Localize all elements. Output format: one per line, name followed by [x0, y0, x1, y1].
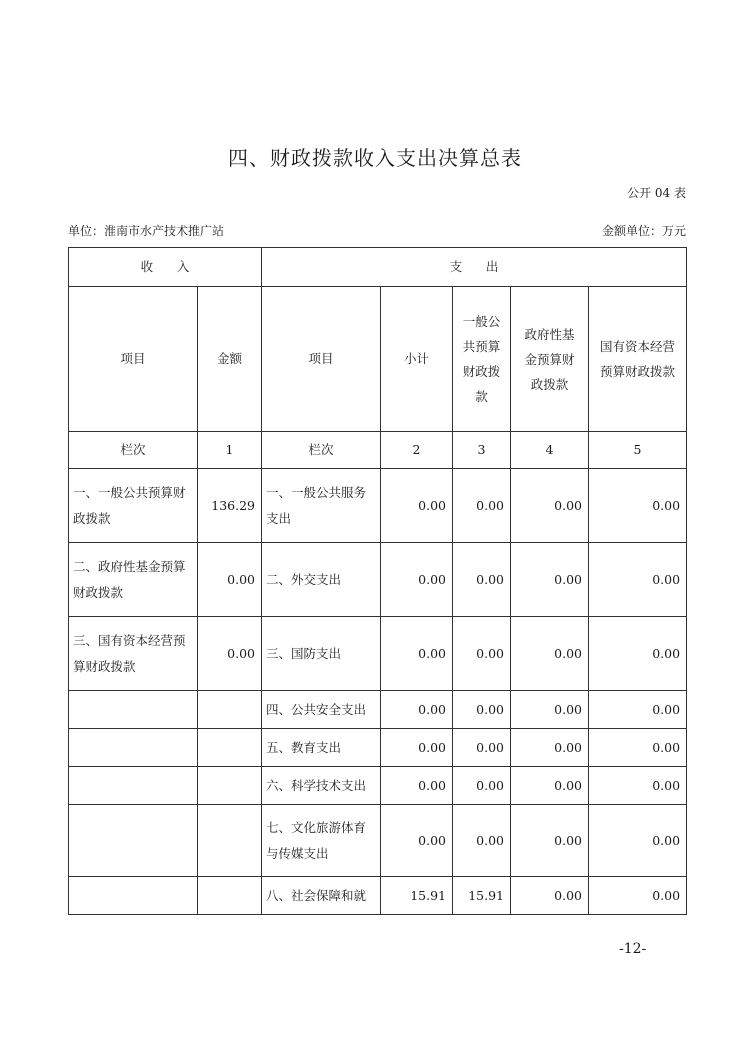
income-item [69, 805, 198, 877]
header-row-main [69, 287, 687, 432]
gov-fund-header: 政府性基金预算财政拨款 [511, 287, 589, 432]
income-item [69, 691, 198, 729]
expense-item: 八、社会保障和就 [262, 877, 381, 915]
form-number: 公开 04 表 [627, 186, 686, 200]
subtotal-value: 0.00 [381, 805, 453, 877]
table-row [69, 729, 687, 767]
capital-value: 0.00 [589, 877, 687, 915]
fund-value: 0.00 [511, 543, 589, 617]
income-amount [198, 691, 262, 729]
fund-value: 0.00 [511, 767, 589, 805]
page-number: -12- [619, 941, 647, 957]
subtotal-value: 0.00 [381, 729, 453, 767]
subtotal-header: 小计 [381, 287, 453, 432]
general-value: 0.00 [453, 805, 511, 877]
expense-item: 一、一般公共服务支出 [262, 469, 381, 543]
amount-unit: 金额单位：万元 [601, 224, 686, 238]
general-value: 0.00 [453, 729, 511, 767]
capital-value: 0.00 [589, 729, 687, 767]
capital-value: 0.00 [589, 543, 687, 617]
income-amount [198, 767, 262, 805]
table-row [69, 543, 687, 617]
column-number-row [69, 432, 687, 469]
fund-value: 0.00 [511, 469, 589, 543]
budget-table [68, 247, 687, 915]
col-label: 栏次 [69, 432, 198, 469]
fund-value: 0.00 [511, 617, 589, 691]
subtotal-value: 0.00 [381, 691, 453, 729]
income-item [69, 729, 198, 767]
income-item [69, 877, 198, 915]
table-row [69, 617, 687, 691]
income-amount-header: 金额 [198, 287, 262, 432]
fund-value: 0.00 [511, 691, 589, 729]
capital-value: 0.00 [589, 805, 687, 877]
col-1: 1 [198, 432, 262, 469]
col-2: 2 [381, 432, 453, 469]
income-item [69, 767, 198, 805]
capital-value: 0.00 [589, 691, 687, 729]
expense-item: 三、国防支出 [262, 617, 381, 691]
header-row-top [69, 248, 687, 287]
expense-item: 七、文化旅游体育与传媒支出 [262, 805, 381, 877]
expense-item: 五、教育支出 [262, 729, 381, 767]
expense-item-header: 项目 [262, 287, 381, 432]
capital-value: 0.00 [589, 469, 687, 543]
col-4: 4 [511, 432, 589, 469]
income-amount [198, 729, 262, 767]
general-value: 0.00 [453, 469, 511, 543]
income-amount [198, 877, 262, 915]
expense-header: 支 出 [262, 248, 687, 287]
subtotal-value: 0.00 [381, 543, 453, 617]
general-value: 15.91 [453, 877, 511, 915]
reporting-unit: 单位：淮南市水产技术推广站 [68, 224, 225, 238]
income-item-header: 项目 [69, 287, 198, 432]
income-item: 一、一般公共预算财政拨款 [69, 469, 198, 543]
col-3: 3 [453, 432, 511, 469]
income-amount: 136.29 [198, 469, 262, 543]
page-title: 四、财政拨款收入支出决算总表 [228, 146, 522, 170]
fund-value: 0.00 [511, 729, 589, 767]
income-amount: 0.00 [198, 617, 262, 691]
general-budget-header: 一般公共预算财政拨款 [453, 287, 511, 432]
general-value: 0.00 [453, 691, 511, 729]
expense-item: 四、公共安全支出 [262, 691, 381, 729]
fund-value: 0.00 [511, 805, 589, 877]
income-amount [198, 805, 262, 877]
fund-value: 0.00 [511, 877, 589, 915]
income-item: 二、政府性基金预算财政拨款 [69, 543, 198, 617]
state-capital-header: 国有资本经营预算财政拨款 [589, 287, 687, 432]
subtotal-value: 0.00 [381, 767, 453, 805]
capital-value: 0.00 [589, 767, 687, 805]
subtotal-value: 15.91 [381, 877, 453, 915]
table-row [69, 877, 687, 915]
general-value: 0.00 [453, 617, 511, 691]
subtotal-value: 0.00 [381, 469, 453, 543]
expense-item: 二、外交支出 [262, 543, 381, 617]
subtotal-value: 0.00 [381, 617, 453, 691]
income-item: 三、国有资本经营预算财政拨款 [69, 617, 198, 691]
expense-item: 六、科学技术支出 [262, 767, 381, 805]
table-row [69, 469, 687, 543]
table-row [69, 767, 687, 805]
table-row [69, 691, 687, 729]
income-header: 收 入 [69, 248, 262, 287]
capital-value: 0.00 [589, 617, 687, 691]
col-5: 5 [589, 432, 687, 469]
general-value: 0.00 [453, 767, 511, 805]
income-amount: 0.00 [198, 543, 262, 617]
general-value: 0.00 [453, 543, 511, 617]
col-label-2: 栏次 [262, 432, 381, 469]
table-row [69, 805, 687, 877]
